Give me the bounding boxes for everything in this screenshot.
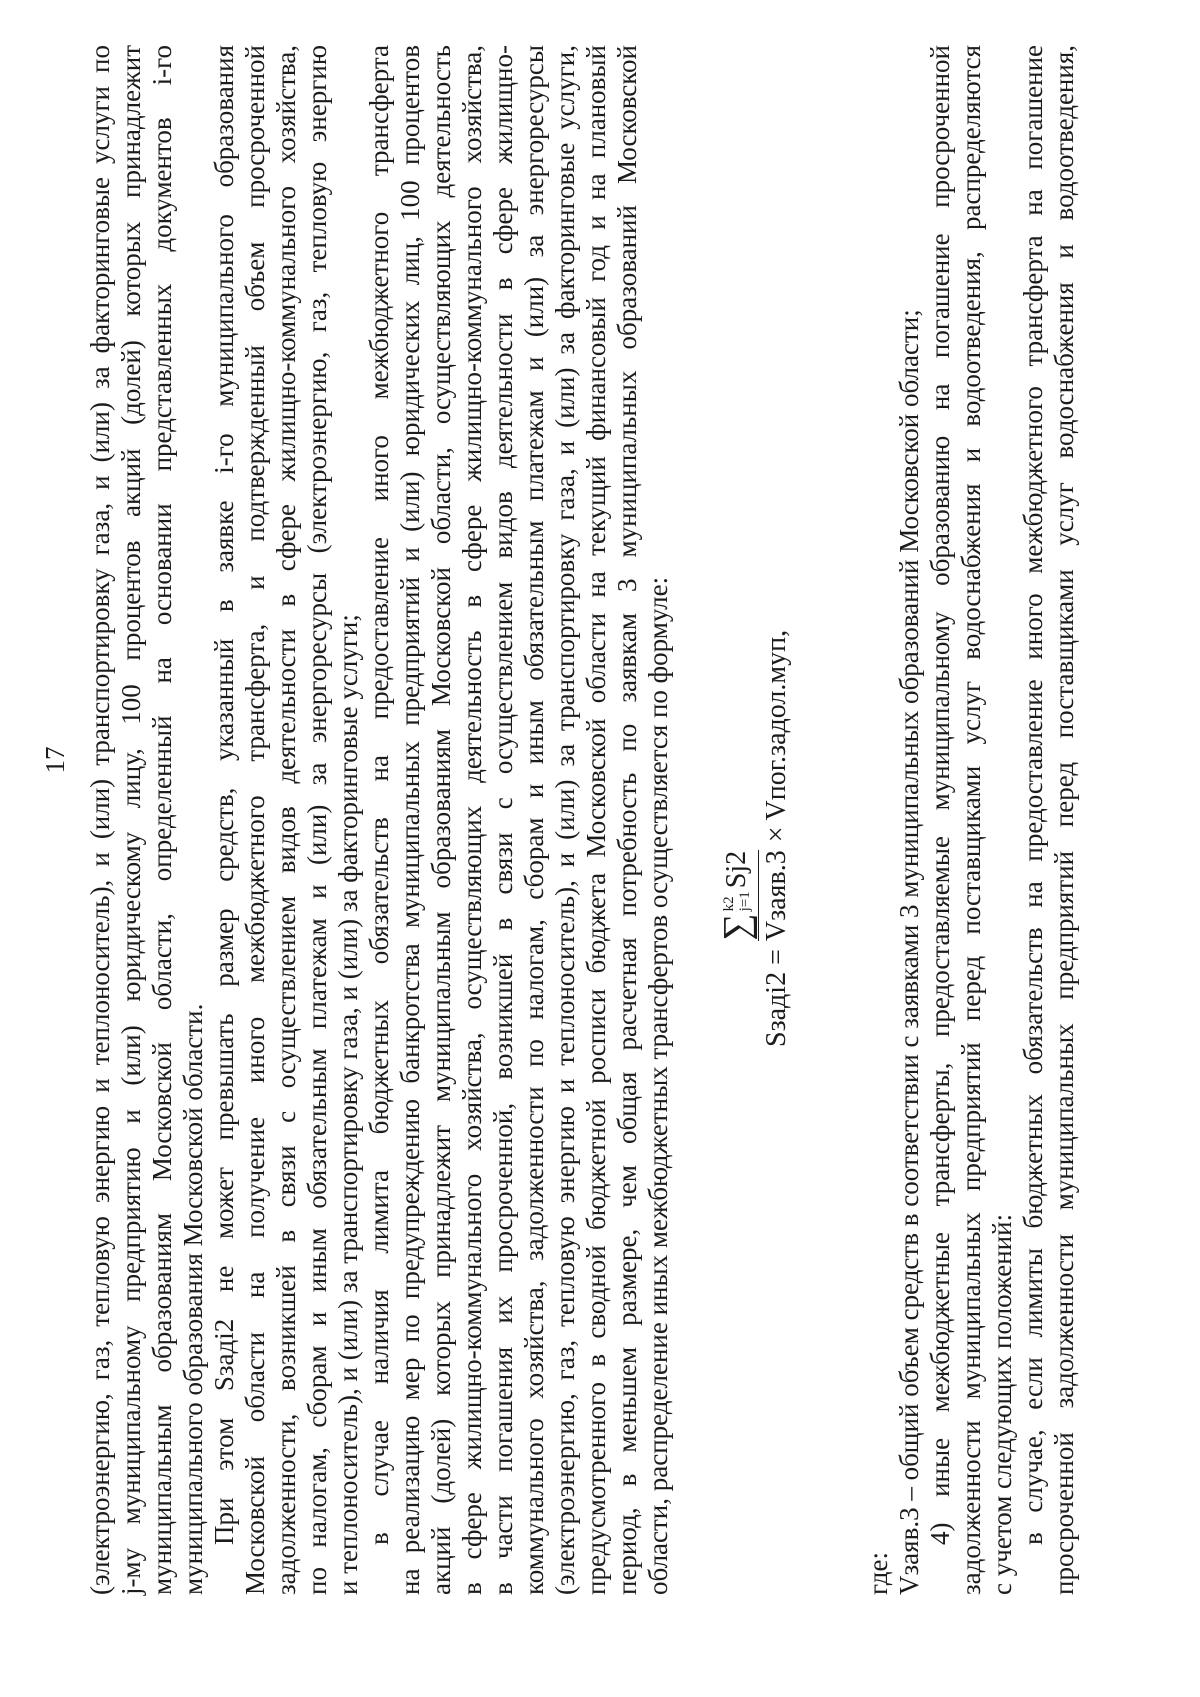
text-line: коммунального хозяйства, задолженности по налогам, сборам и иным обязательным платежам и (или) за энергоресурсы [519, 45, 549, 1595]
formula-numerator [718, 851, 758, 941]
sum-limits [721, 891, 754, 911]
text-line: (электроэнергию, газ, тепловую энергию и теплоноситель), и (или) за транспортировку газа, и (или) за факторинговые услуги, [550, 45, 580, 1595]
formula-rhs: Vпог.задол.муп, [761, 629, 792, 821]
text-line: по налогам, сборам и иным обязательным платежам и (или) за энергоресурсы (электроэнергию, газ, тепловую энергию [302, 45, 332, 1595]
text-line: области, распределение иных межбюджетных трансфертов осуществляется по формуле: [643, 576, 673, 1595]
text-line: и теплоноситель), и (или) за транспортировку газа, и (или) за факторинговые услуги; [333, 614, 363, 1595]
sum-symbol: ∑ [716, 913, 758, 941]
page-number: 17 [40, 746, 70, 774]
paragraph [925, 45, 1018, 1595]
formula-fraction [718, 850, 796, 941]
text-line: с учетом следующих положений: [987, 1213, 1017, 1595]
text-line: задолженности муниципальных предприятий перед поставщиками услуг водоснабжения и водоотведения, распределяются [956, 45, 986, 1595]
text-line: муниципального образования Московской области. [178, 1003, 208, 1595]
paragraph [85, 45, 209, 1595]
main-text [85, 45, 674, 1595]
sum-upper-limit: k2 [720, 896, 737, 912]
text-line: предусмотренного в сводной бюджетной росписи бюджета Московской области на текущий финансовый год и на плановый [581, 45, 611, 1595]
paragraph [209, 45, 364, 1595]
text-line: муниципальным образованиям Московской области, определенный на основании представленных документов i-го [147, 45, 177, 1595]
text-line: на реализацию мер по предупреждению банкротства муниципальных предприятий и (или) юридических лиц, 100 процентов [395, 45, 425, 1595]
where-label: где: [863, 1552, 893, 1595]
formula [700, 630, 796, 1047]
text-line: просроченной задолженности муниципальных предприятий перед поставщиками услуг водоснабжения и водоотведения, [1049, 45, 1079, 1595]
formula-lhs: Sзадi2 = [761, 949, 792, 1047]
formula-denominator: Vзаяв.3 [761, 850, 792, 942]
text-line: акций (долей) которых принадлежит муниципальным образованиям Московской области, осуществляющих деятельность [426, 45, 456, 1595]
text-line: в случае, если лимиты бюджетных обязательств на предоставление иного межбюджетного трансферта на погашение [1018, 45, 1048, 1545]
text-line: Московской области на получение иного межбюджетного трансферта, и подтвержденный объем просроченной [240, 45, 270, 1595]
text-line: в части погашения их просроченной, возникшей в связи с осуществлением видов деятельности в сфере жилищно- [488, 45, 518, 1595]
text-line: задолженности, возникшей в связи с осуществлением видов деятельности в сфере жилищно-коммунального хозяйства, [271, 45, 301, 1595]
text-line: При этом Sзадi2 не может превышать размер средств, указанный в заявке i-го муниципального образования [209, 45, 239, 1545]
text-line: период, в меньшем размере, чем общая расчетная потребность по заявкам 3 муниципальных образований Московской [612, 45, 642, 1595]
text-line: в сфере жилищно-коммунального хозяйства, осуществляющих деятельность в сфере жилищно-коммунального хозяйства, [457, 45, 487, 1595]
text-line: (электроэнергию, газ, тепловую энергию и теплоноситель), и (или) транспортировку газа, и (или) за факторинговые услуги по [85, 45, 115, 1595]
formula-summand: Sj2 [721, 850, 752, 889]
sum-lower-limit: j=1 [737, 891, 753, 912]
paragraph [1018, 45, 1080, 1595]
definition-line: Vзаяв.3 – общий объем средств в соответствии с заявками 3 муниципальных образований Московской области; [894, 309, 924, 1595]
text-line: j-му муниципальному предприятию и (или) юридическому лицу, 100 процентов акций (долей) которых принадлежит [116, 45, 146, 1595]
paragraph [364, 45, 674, 1595]
text-line: 4) иные межбюджетные трансферты, предоставляемые муниципальному образованию на погашение просроченной [925, 45, 955, 1545]
definitions-text [863, 45, 1080, 1595]
formula-times-sign: × [761, 826, 792, 843]
text-line: в случае наличия лимита бюджетных обязательств на предоставление иного межбюджетного трансферта [364, 45, 394, 1545]
